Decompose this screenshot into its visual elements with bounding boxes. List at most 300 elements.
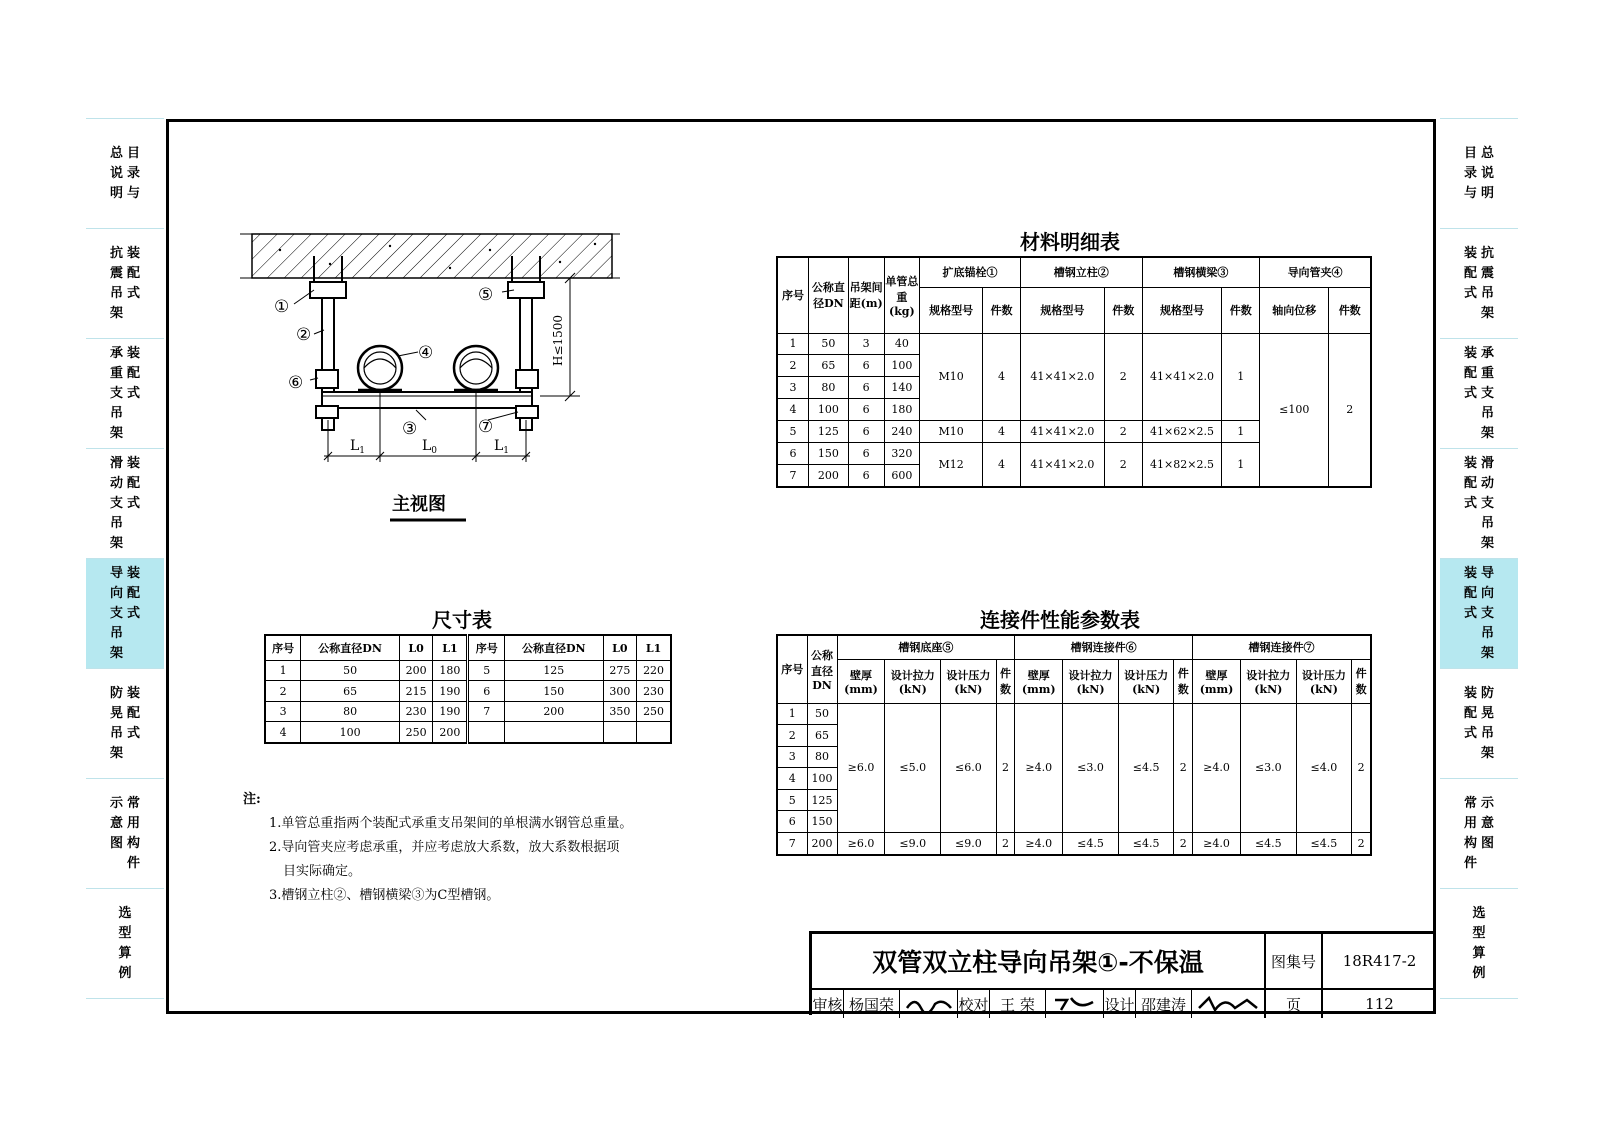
- ct-cell: ≥6.0: [837, 833, 885, 855]
- tab-char: 型: [118, 925, 132, 941]
- tab-char: 与: [127, 185, 141, 201]
- tab-char: 式: [1463, 725, 1477, 741]
- tab-char: 导: [1481, 565, 1495, 581]
- ct-cell: 50: [807, 703, 837, 725]
- table-row: [265, 701, 671, 721]
- mt-h-dn: 公称直径DN: [808, 257, 848, 333]
- st-cell: 80: [301, 701, 400, 721]
- tab-char: 吊: [109, 515, 123, 531]
- mt-cell: 1: [777, 333, 808, 355]
- reviewer-name: 杨国荣: [844, 990, 900, 1018]
- tab-char: 用: [127, 815, 141, 831]
- st-cell: 180: [433, 661, 468, 681]
- table-row: [777, 833, 1371, 855]
- st-header: L1: [637, 635, 671, 661]
- tab-char: 导: [109, 565, 123, 581]
- mt-h-weight: 单管总重(kg): [884, 257, 920, 333]
- tab-char: 吊: [1481, 725, 1495, 741]
- st-header: 序号: [468, 635, 505, 661]
- tab-char: 构: [1463, 835, 1477, 851]
- ct-merged: ≥4.0: [1015, 703, 1063, 833]
- tab-char: 防: [1481, 685, 1495, 701]
- mt-column-count: 2: [1104, 421, 1142, 443]
- tab-text: [1464, 344, 1477, 444]
- ct-merged: ≤5.0: [885, 703, 941, 833]
- tab-char: 吊: [1481, 285, 1495, 301]
- mt-cell: 200: [808, 464, 848, 487]
- tab-text: [1481, 794, 1494, 874]
- mt-cell: 100: [808, 399, 848, 421]
- dim-l1-left: $L_1$: [350, 438, 366, 456]
- ct-cell: 7: [777, 833, 807, 855]
- tab-char: 晃: [1481, 705, 1495, 721]
- st-cell: 6: [468, 681, 505, 701]
- callout-5: ⑤: [478, 285, 494, 305]
- mt-cell: 2: [777, 355, 808, 377]
- tab-sway-hanger[interactable]: [1440, 668, 1518, 778]
- tab-char: 动: [109, 475, 123, 491]
- tab-char: 式: [127, 725, 141, 741]
- tab-char: 装: [127, 565, 141, 581]
- tab-char: 架: [1481, 425, 1495, 441]
- mt-sub: 件数: [1329, 287, 1371, 333]
- tab-char: 吊: [1481, 405, 1495, 421]
- callout-1: ①: [274, 297, 290, 317]
- tab-char: 动: [1481, 475, 1495, 491]
- design-label: 设计: [1104, 990, 1136, 1018]
- tab-text: [110, 244, 123, 324]
- tab-text: [1481, 244, 1494, 324]
- tab-sliding-support[interactable]: [1440, 448, 1518, 558]
- mt-sub: 件数: [983, 287, 1021, 333]
- mt-group: 扩底锚栓①: [920, 257, 1021, 287]
- mt-cell: 5: [777, 421, 808, 443]
- tab-text: [127, 144, 140, 204]
- mt-sub: 规格型号: [920, 287, 983, 333]
- mt-cell: 6: [848, 464, 884, 487]
- callout-3: ③: [402, 419, 418, 439]
- drawing-title: 双管双立柱导向吊架①-不保温: [812, 934, 1266, 990]
- ct-merged: ≥4.0: [1193, 703, 1241, 833]
- pipe-left: [358, 346, 402, 390]
- designer-signature: [1192, 990, 1266, 1018]
- tab-char: 吊: [109, 625, 123, 641]
- ct-sub: 件数: [996, 659, 1015, 703]
- table-row: [265, 681, 671, 701]
- st-cell: 230: [637, 681, 671, 701]
- tab-char: 式: [127, 285, 141, 301]
- material-table-title: 材料明细表: [1020, 230, 1120, 254]
- tab-text: [1464, 454, 1477, 554]
- ct-cell: 3: [777, 746, 807, 768]
- tab-char: 支: [1481, 605, 1495, 621]
- ct-merged: 2: [1174, 703, 1193, 833]
- title-block: [809, 931, 1436, 1015]
- ct-cell: 2: [1352, 833, 1371, 855]
- dim-l0: $L_0$: [422, 438, 438, 456]
- ct-sub: 设计压力(kN): [1296, 659, 1352, 703]
- checker-name: 王 荣: [990, 990, 1046, 1018]
- ct-cell: ≤4.5: [1296, 833, 1352, 855]
- mt-beam-spec: 41×41×2.0: [1142, 333, 1222, 421]
- tab-char: 配: [127, 265, 141, 281]
- tab-char: 架: [1481, 535, 1495, 551]
- tab-text: [1481, 144, 1494, 204]
- tab-text: [1481, 454, 1494, 554]
- tab-char: 震: [1481, 265, 1495, 281]
- tab-char: 支: [1481, 495, 1495, 511]
- tab-char: 装: [127, 685, 141, 701]
- tab-contents-overview[interactable]: [86, 118, 164, 228]
- tab-char: 总: [1481, 145, 1495, 161]
- tab-divider: [1440, 998, 1518, 999]
- tab-char: 件: [1463, 855, 1477, 871]
- tab-common-parts[interactable]: [1440, 778, 1518, 888]
- st-header: 公称直径DN: [505, 635, 604, 661]
- ct-h-no: 序号: [777, 635, 807, 703]
- mt-anchor-count: 4: [983, 421, 1021, 443]
- tab-text: [127, 684, 140, 764]
- notes-heading: 注:: [243, 792, 261, 807]
- size-table-title: 尺寸表: [432, 608, 492, 632]
- tab-text: [1464, 244, 1477, 324]
- tab-char: 意: [109, 815, 123, 831]
- tab-char: 装: [1463, 565, 1477, 581]
- tab-char: 向: [109, 585, 123, 601]
- st-cell: 350: [603, 701, 637, 721]
- mt-cell: 600: [884, 464, 920, 487]
- channel-base-left: [310, 282, 346, 298]
- ct-sub: 件数: [1352, 659, 1371, 703]
- ct-sub: 壁厚(mm): [837, 659, 885, 703]
- st-cell: 300: [603, 681, 637, 701]
- mt-cell: 240: [884, 421, 920, 443]
- tab-selection-example[interactable]: [1440, 888, 1518, 998]
- conn-table-title: 连接件性能参数表: [980, 608, 1140, 632]
- mt-cell: 80: [808, 377, 848, 399]
- tab-text: [1464, 564, 1477, 664]
- material-table: [776, 256, 1372, 488]
- mt-cell: 6: [777, 442, 808, 464]
- size-table: [264, 634, 672, 744]
- tab-text: [1464, 794, 1477, 874]
- tab-char: 承: [1481, 345, 1495, 361]
- st-cell: 3: [265, 701, 301, 721]
- tab-char: 配: [127, 365, 141, 381]
- tab-text: [1481, 564, 1494, 664]
- pipe-right: [454, 346, 498, 390]
- tab-char: 与: [1463, 185, 1477, 201]
- connector-7-right: [516, 406, 538, 418]
- ct-merged: ≥6.0: [837, 703, 885, 833]
- tab-text: [110, 564, 123, 664]
- ct-cell: 2: [1174, 833, 1193, 855]
- mt-column-count: 2: [1104, 442, 1142, 487]
- tab-char: 吊: [109, 725, 123, 741]
- tab-char: 型: [1472, 925, 1486, 941]
- mt-cell: 125: [808, 421, 848, 443]
- connector-6-right: [516, 370, 538, 388]
- ct-cell: 6: [777, 811, 807, 833]
- tab-char: 式: [1463, 385, 1477, 401]
- tab-char: 装: [127, 245, 141, 261]
- tab-char: 意: [1481, 815, 1495, 831]
- ct-sub: 壁厚(mm): [1193, 659, 1241, 703]
- checker-signature: [1046, 990, 1104, 1018]
- tab-char: 吊: [1481, 625, 1495, 641]
- tab-char: 说: [109, 165, 123, 181]
- tab-loadbearing-support[interactable]: [1440, 338, 1518, 448]
- ct-group: 槽钢底座⑤: [837, 635, 1015, 659]
- table-row: [265, 661, 671, 681]
- tab-seismic-hanger[interactable]: [86, 228, 164, 338]
- callout-2: ②: [296, 325, 312, 345]
- dim-l1-right: $L_1$: [494, 438, 510, 456]
- tab-text: [1464, 684, 1477, 764]
- tab-text: [127, 794, 140, 874]
- tab-char: 构: [127, 835, 141, 851]
- page-label: 页: [1266, 990, 1323, 1018]
- st-cell: 200: [399, 661, 433, 681]
- mt-column-spec: 41×41×2.0: [1020, 421, 1104, 443]
- tab-char: 明: [1481, 185, 1495, 201]
- ct-cell: 4: [777, 768, 807, 790]
- mt-group: 导向管夹④: [1260, 257, 1371, 287]
- ct-group: 槽钢连接件⑥: [1015, 635, 1193, 659]
- mt-cell: 140: [884, 377, 920, 399]
- st-cell: 150: [505, 681, 604, 701]
- reviewer-signature: [900, 990, 958, 1018]
- st-cell: [505, 722, 604, 743]
- tab-char: 架: [109, 745, 123, 761]
- ct-cell: 2: [777, 725, 807, 747]
- tab-char: 式: [1463, 285, 1477, 301]
- mt-sub: 件数: [1104, 287, 1142, 333]
- st-cell: 50: [301, 661, 400, 681]
- st-header: 公称直径DN: [301, 635, 400, 661]
- table-row: [265, 722, 671, 743]
- tab-text: [1481, 344, 1494, 444]
- st-header: L1: [433, 635, 468, 661]
- mt-sub: 轴向位移: [1260, 287, 1329, 333]
- tab-contents-overview[interactable]: [1440, 118, 1518, 228]
- tab-char: 图: [1481, 835, 1495, 851]
- tab-text: [127, 344, 140, 444]
- st-cell: 5: [468, 661, 505, 681]
- ct-cell: ≤4.5: [1063, 833, 1119, 855]
- mt-cell: 180: [884, 399, 920, 421]
- table-row: [777, 703, 1371, 725]
- ct-merged: ≤6.0: [941, 703, 997, 833]
- tab-text: [110, 454, 123, 554]
- mt-cell: 3: [777, 377, 808, 399]
- st-cell: 2: [265, 681, 301, 701]
- tab-char: 架: [109, 305, 123, 321]
- st-cell: 100: [301, 722, 400, 743]
- ct-cell: ≤4.5: [1241, 833, 1297, 855]
- ct-merged: ≤3.0: [1241, 703, 1297, 833]
- callout-4: ④: [418, 343, 434, 363]
- mt-beam-spec: 41×62×2.5: [1142, 421, 1222, 443]
- tab-text: [1481, 684, 1494, 764]
- tab-char: 装: [127, 455, 141, 471]
- note-line: 3.槽钢立柱②、槽钢横梁③为C型槽钢。: [269, 888, 500, 903]
- tab-sliding-support[interactable]: [86, 448, 164, 558]
- mt-anchor: M10: [920, 421, 983, 443]
- ct-merged: 2: [996, 703, 1015, 833]
- mt-cell: 3: [848, 333, 884, 355]
- tab-char: 吊: [109, 405, 123, 421]
- st-cell: 250: [399, 722, 433, 743]
- ct-cell: ≤9.0: [885, 833, 941, 855]
- callout-6: ⑥: [288, 373, 304, 393]
- note-line: 目实际确定。: [283, 864, 362, 879]
- tab-char: 配: [1463, 585, 1477, 601]
- st-cell: 190: [433, 681, 468, 701]
- tab-guide-support[interactable]: [1440, 558, 1518, 668]
- tab-char: 配: [127, 585, 141, 601]
- tab-text: [127, 244, 140, 324]
- ct-cell: ≥4.0: [1015, 833, 1063, 855]
- ct-cell: 80: [807, 746, 837, 768]
- tab-guide-support[interactable]: [86, 558, 164, 668]
- tab-char: 配: [1463, 365, 1477, 381]
- tab-selection-example[interactable]: [86, 888, 164, 998]
- tab-common-parts[interactable]: [86, 778, 164, 888]
- tab-divider: [86, 998, 164, 999]
- tab-seismic-hanger[interactable]: [1440, 228, 1518, 338]
- mt-sub: 件数: [1222, 287, 1260, 333]
- ct-merged: ≤3.0: [1063, 703, 1119, 833]
- view-caption: 主视图: [392, 494, 446, 515]
- mt-h-span: 吊架间距(m): [848, 257, 884, 333]
- st-cell: 200: [433, 722, 468, 743]
- ct-cell: 65: [807, 725, 837, 747]
- front-view-drawing: [240, 220, 620, 540]
- ct-cell: ≤4.5: [1118, 833, 1174, 855]
- mt-beam-count: 1: [1222, 442, 1260, 487]
- mt-cell: 4: [777, 399, 808, 421]
- st-cell: 1: [265, 661, 301, 681]
- ct-sub: 设计压力(kN): [1118, 659, 1174, 703]
- tab-char: 架: [1481, 305, 1495, 321]
- tab-text: [110, 344, 123, 444]
- tab-char: 抗: [109, 245, 123, 261]
- tab-char: 防: [109, 685, 123, 701]
- st-cell: 275: [603, 661, 637, 681]
- tab-char: 目: [1463, 145, 1477, 161]
- ct-sub: 设计拉力(kN): [885, 659, 941, 703]
- height-label: H≤1500: [551, 314, 565, 366]
- tab-char: 滑: [1481, 455, 1495, 471]
- mt-cell: 7: [777, 464, 808, 487]
- mt-sub: 规格型号: [1020, 287, 1104, 333]
- st-cell: 200: [505, 701, 604, 721]
- st-cell: 250: [637, 701, 671, 721]
- table-row: [777, 333, 1371, 355]
- tab-char: 配: [1463, 705, 1477, 721]
- tab-char: 重: [1481, 365, 1495, 381]
- tab-char: 式: [1463, 605, 1477, 621]
- tab-text: [118, 904, 131, 984]
- tab-char: 图: [109, 835, 123, 851]
- note-line: 2.导向管夹应考虑承重，并应考虑放大系数，放大系数根据项: [269, 840, 620, 855]
- tab-text: [110, 144, 123, 204]
- tab-char: 装: [127, 345, 141, 361]
- st-cell: 4: [265, 722, 301, 743]
- ct-cell: 150: [807, 811, 837, 833]
- tab-char: 滑: [109, 455, 123, 471]
- mt-cell: 65: [808, 355, 848, 377]
- mt-beam-count: 1: [1222, 333, 1260, 421]
- mt-cell: 6: [848, 399, 884, 421]
- st-cell: 215: [399, 681, 433, 701]
- tab-text: [127, 454, 140, 554]
- tab-char: 架: [109, 535, 123, 551]
- tab-loadbearing-support[interactable]: [86, 338, 164, 448]
- tab-char: 承: [109, 345, 123, 361]
- tab-char: 录: [127, 165, 141, 181]
- tab-sway-hanger[interactable]: [86, 668, 164, 778]
- mt-anchor-count: 4: [983, 442, 1021, 487]
- tab-char: 吊: [109, 285, 123, 301]
- tab-char: 明: [109, 185, 123, 201]
- mt-sub: 规格型号: [1142, 287, 1222, 333]
- tab-char: 配: [127, 475, 141, 491]
- mt-cell: 6: [848, 421, 884, 443]
- tab-char: 重: [109, 365, 123, 381]
- ct-group: 槽钢连接件⑦: [1193, 635, 1371, 659]
- st-cell: 220: [637, 661, 671, 681]
- tab-char: 常: [1463, 795, 1477, 811]
- tab-char: 支: [1481, 385, 1495, 401]
- mt-cell: 6: [848, 442, 884, 464]
- tab-char: 配: [1463, 475, 1477, 491]
- tab-char: 架: [109, 425, 123, 441]
- atlas-label: 图集号: [1266, 934, 1323, 990]
- tab-char: 配: [1463, 265, 1477, 281]
- mt-h-no: 序号: [777, 257, 808, 333]
- tab-char: 支: [109, 495, 123, 511]
- tab-char: 装: [1463, 455, 1477, 471]
- tab-char: 配: [127, 705, 141, 721]
- tab-char: 式: [127, 385, 141, 401]
- connector-6: [316, 370, 338, 388]
- mt-group: 槽钢横梁③: [1142, 257, 1260, 287]
- st-cell: [603, 722, 637, 743]
- ct-cell: 1: [777, 703, 807, 725]
- ct-cell: ≥4.0: [1193, 833, 1241, 855]
- tab-text: [1472, 904, 1485, 984]
- atlas-number: 18R417-2: [1323, 934, 1436, 990]
- review-label: 审核: [812, 990, 844, 1018]
- notes: [243, 788, 683, 908]
- concrete-slab: [252, 234, 612, 278]
- tab-text: [1464, 144, 1477, 204]
- ct-cell: 200: [807, 833, 837, 855]
- mt-cell: 320: [884, 442, 920, 464]
- ct-merged: 2: [1352, 703, 1371, 833]
- mt-column-spec: 41×41×2.0: [1020, 333, 1104, 421]
- mt-clamp-count: 2: [1329, 333, 1371, 487]
- st-cell: 7: [468, 701, 505, 721]
- ct-merged: ≤4.5: [1118, 703, 1174, 833]
- ct-sub: 壁厚(mm): [1015, 659, 1063, 703]
- ct-sub: 设计拉力(kN): [1241, 659, 1297, 703]
- mt-beam-spec: 41×82×2.5: [1142, 442, 1222, 487]
- ct-cell: 125: [807, 789, 837, 811]
- mt-cell: 6: [848, 355, 884, 377]
